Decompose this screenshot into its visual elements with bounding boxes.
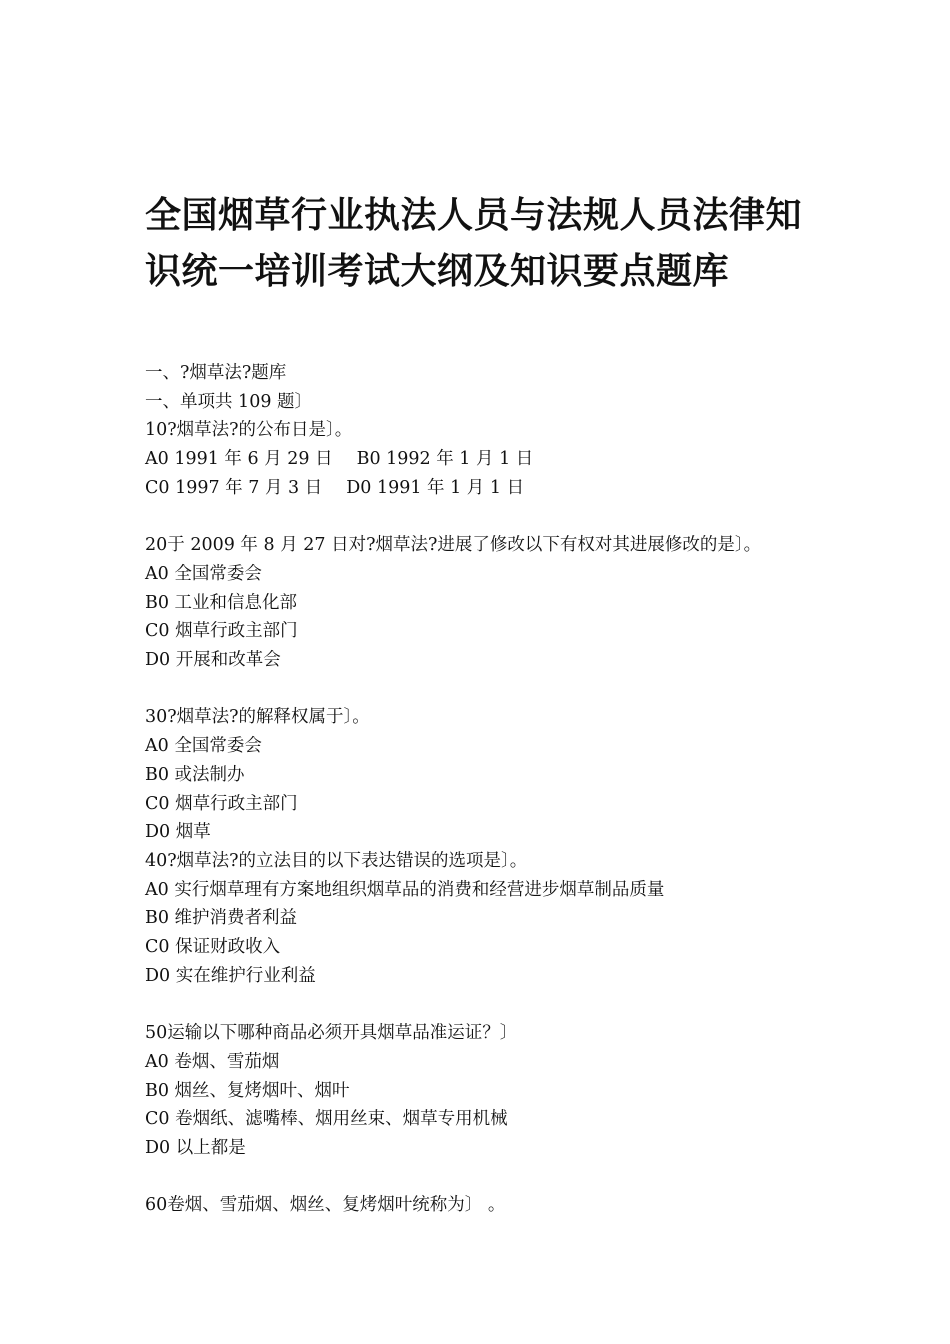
section-heading: 一、?烟草法?题库 xyxy=(145,363,287,383)
question-1-options-row-1 xyxy=(145,445,825,474)
question-2-option-d: D0 开展和改革会 xyxy=(145,650,281,671)
subsection-heading: 一、单项共 109 题〕 xyxy=(145,391,313,412)
question-2-stem: 20于 2009 年 8 月 27 日对?烟草法?进展了修改以下有权对其进展修改的是〕。 xyxy=(145,535,762,556)
title-line-2: 识统一培训考试大纲及知识要点题库 xyxy=(145,251,730,292)
question-4-option-b: B0 维护消费者利益 xyxy=(145,908,298,929)
question-3-option-b: B0 或法制办 xyxy=(145,764,245,785)
title-line-1: 全国烟草行业执法人员与法规人员法律知 xyxy=(145,195,803,236)
question-1-option-a: A0 1991 年 6 月 29 日 xyxy=(145,449,333,470)
question-3-option-a: A0 全国常委会 xyxy=(145,736,262,757)
document-body xyxy=(145,359,825,1220)
question-2-option-c: C0 烟草行政主部门 xyxy=(145,621,298,642)
document-page xyxy=(145,188,825,1220)
question-4-option-c: C0 保证财政收入 xyxy=(145,937,281,958)
document-title xyxy=(145,188,825,300)
question-1-options-row-2 xyxy=(145,474,825,503)
question-5-option-b: B0 烟丝、复烤烟叶、烟叶 xyxy=(145,1080,350,1101)
blank-line xyxy=(145,675,825,704)
question-3-option-d: D0 烟草 xyxy=(145,822,211,843)
question-3-stem: 30?烟草法?的解释权属于〕。 xyxy=(145,707,370,728)
question-6-stem: 60卷烟、雪茄烟、烟丝、复烤烟叶统称为〕 。 xyxy=(145,1195,506,1216)
question-2-option-a: A0 全国常委会 xyxy=(145,563,262,584)
question-2-option-b: B0 工业和信息化部 xyxy=(145,592,298,613)
blank-line xyxy=(145,990,825,1019)
blank-line xyxy=(145,1163,825,1192)
question-5-option-d: D0 以上都是 xyxy=(145,1137,246,1158)
question-1-option-d: D0 1991 年 1 月 1 日 xyxy=(346,477,525,498)
question-1-stem: 10?烟草法?的公布日是〕。 xyxy=(145,420,353,441)
question-1-option-b: B0 1992 年 1 月 1 日 xyxy=(356,449,534,470)
question-4-option-a: A0 实行烟草理有方案地组织烟草品的消费和经营进步烟草制品质量 xyxy=(145,879,665,900)
question-5-stem: 50运输以下哪种商品必须开具烟草品准运证？〕 xyxy=(145,1023,518,1044)
question-4-stem: 40?烟草法?的立法目的以下表达错误的选项是〕。 xyxy=(145,850,528,871)
blank-line xyxy=(145,503,825,532)
question-3-option-c: C0 烟草行政主部门 xyxy=(145,793,298,814)
question-5-option-c: C0 卷烟纸、滤嘴棒、烟用丝束、烟草专用机械 xyxy=(145,1109,508,1130)
question-4-option-d: D0 实在维护行业利益 xyxy=(145,965,316,986)
question-5-option-a: A0 卷烟、雪茄烟 xyxy=(145,1051,280,1072)
question-1-option-c: C0 1997 年 7 月 3 日 xyxy=(145,477,323,498)
